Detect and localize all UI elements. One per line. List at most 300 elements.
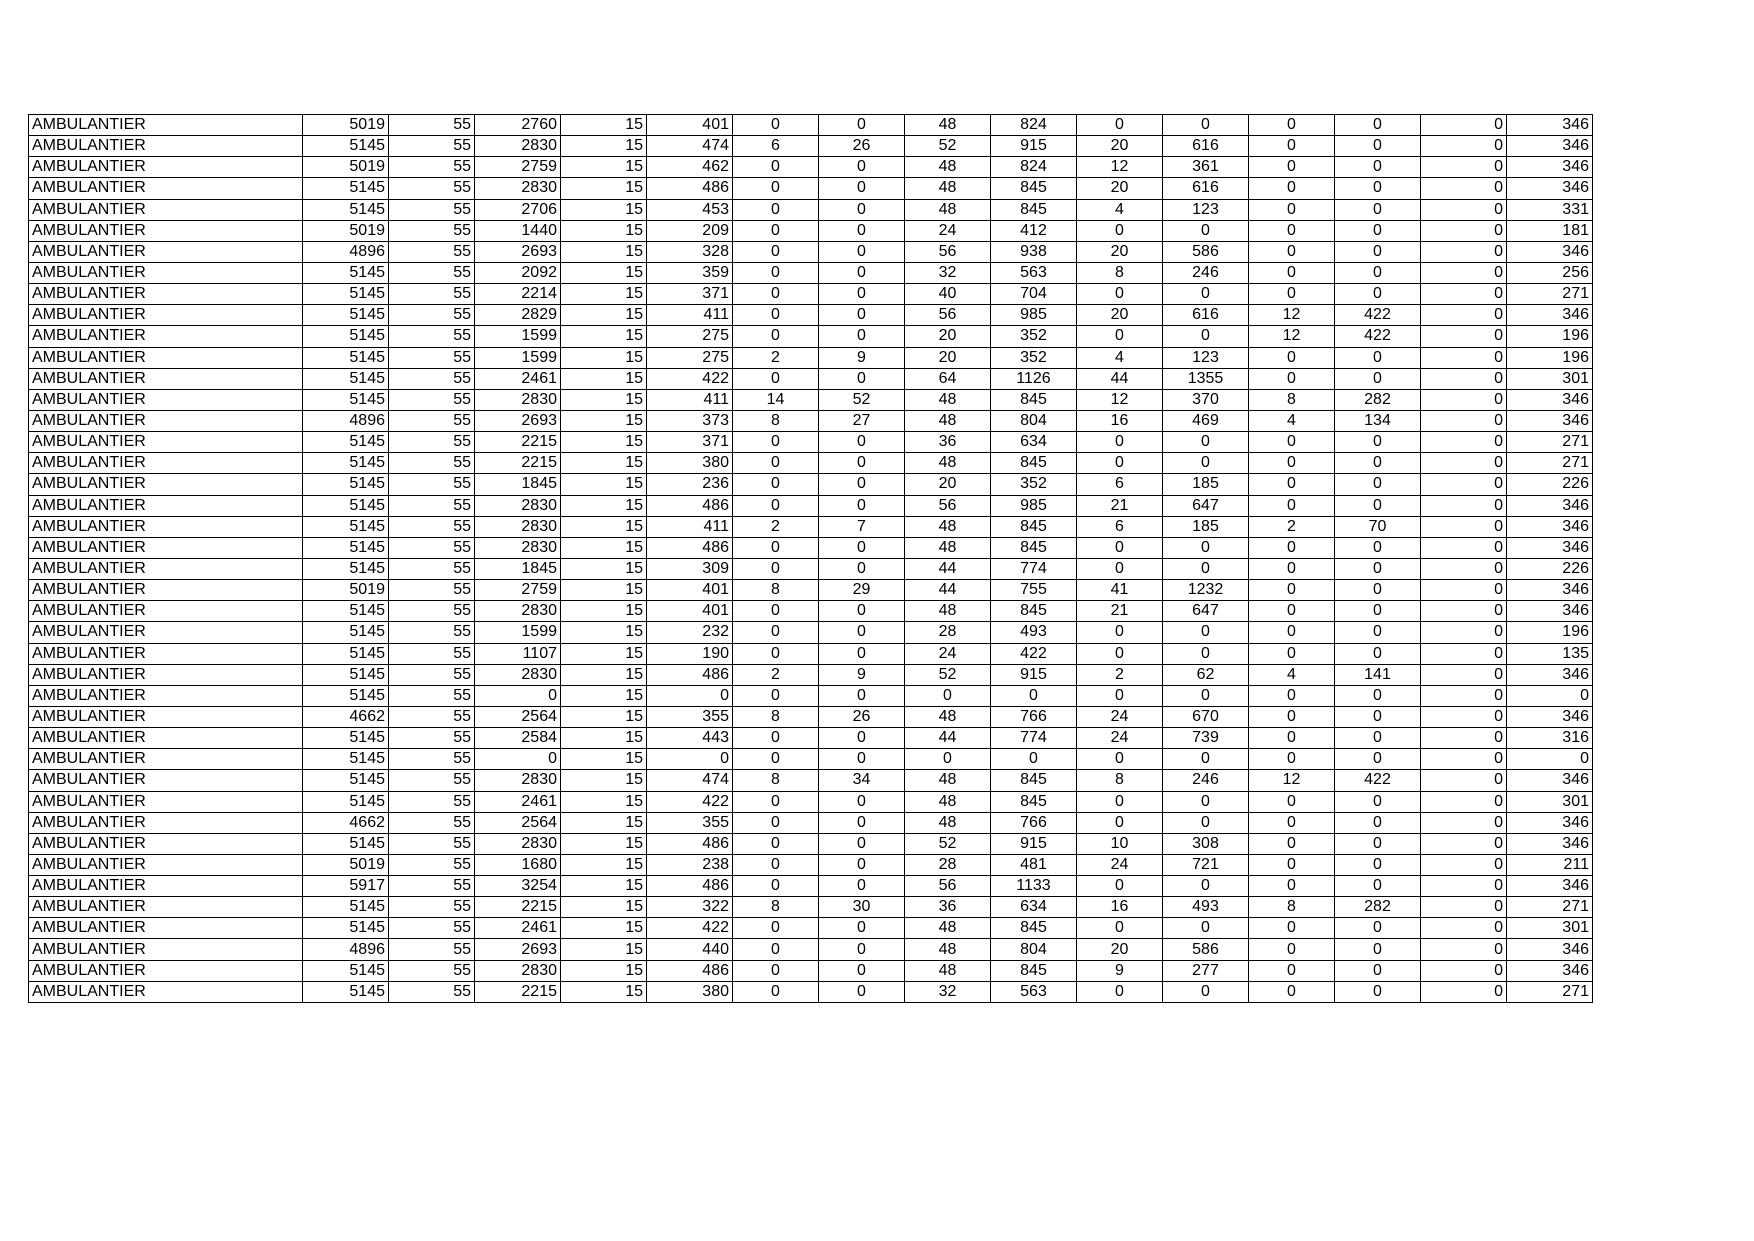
cell-value: 0 <box>819 643 905 664</box>
cell-value: 766 <box>991 812 1077 833</box>
cell-value: 28 <box>905 622 991 643</box>
cell-value: 0 <box>733 939 819 960</box>
cell-value: 15 <box>561 389 647 410</box>
cell-value: 647 <box>1163 601 1249 622</box>
cell-value: 422 <box>1335 326 1421 347</box>
cell-value: 282 <box>1335 389 1421 410</box>
cell-value: 226 <box>1507 474 1593 495</box>
table-row <box>29 537 1593 558</box>
cell-value: 0 <box>1249 643 1335 664</box>
cell-value: 44 <box>905 558 991 579</box>
cell-value: 422 <box>647 368 733 389</box>
cell-value: 55 <box>389 115 475 136</box>
cell-value: 486 <box>647 537 733 558</box>
cell-value: 845 <box>991 453 1077 474</box>
cell-value: 20 <box>1077 305 1163 326</box>
cell-value: 41 <box>1077 580 1163 601</box>
cell-value: 0 <box>1249 812 1335 833</box>
cell-value: 4896 <box>303 939 389 960</box>
cell-value: 0 <box>1335 622 1421 643</box>
cell-value: 15 <box>561 326 647 347</box>
cell-value: 55 <box>389 495 475 516</box>
cell-value: 55 <box>389 939 475 960</box>
cell-value: 20 <box>905 474 991 495</box>
cell-value: 27 <box>819 410 905 431</box>
cell-value: 5145 <box>303 601 389 622</box>
cell-value: 766 <box>991 706 1077 727</box>
table-row <box>29 580 1593 601</box>
cell-value: 486 <box>647 495 733 516</box>
cell-value: 15 <box>561 516 647 537</box>
cell-value: 15 <box>561 220 647 241</box>
cell-value: 469 <box>1163 410 1249 431</box>
table-row <box>29 981 1593 1002</box>
cell-value: 0 <box>1249 432 1335 453</box>
table-row <box>29 685 1593 706</box>
cell-label: AMBULANTIER <box>29 220 303 241</box>
cell-value: 0 <box>1335 939 1421 960</box>
cell-value: 48 <box>905 516 991 537</box>
cell-value: 0 <box>1335 178 1421 199</box>
cell-value: 0 <box>1335 157 1421 178</box>
cell-value: 48 <box>905 410 991 431</box>
cell-value: 915 <box>991 833 1077 854</box>
cell-value: 422 <box>647 791 733 812</box>
cell-value: 0 <box>1421 537 1507 558</box>
cell-value: 0 <box>1077 812 1163 833</box>
cell-label: AMBULANTIER <box>29 432 303 453</box>
cell-value: 52 <box>819 389 905 410</box>
cell-value: 0 <box>819 854 905 875</box>
cell-value: 0 <box>1335 643 1421 664</box>
cell-value: 48 <box>905 453 991 474</box>
cell-label: AMBULANTIER <box>29 728 303 749</box>
cell-value: 0 <box>1421 981 1507 1002</box>
cell-value: 0 <box>733 749 819 770</box>
cell-value: 371 <box>647 284 733 305</box>
cell-label: AMBULANTIER <box>29 199 303 220</box>
cell-value: 20 <box>1077 136 1163 157</box>
cell-value: 6 <box>1077 516 1163 537</box>
cell-value: 5019 <box>303 580 389 601</box>
cell-value: 0 <box>733 601 819 622</box>
cell-value: 55 <box>389 812 475 833</box>
cell-label: AMBULANTIER <box>29 453 303 474</box>
table-row <box>29 770 1593 791</box>
cell-value: 0 <box>1335 347 1421 368</box>
cell-value: 0 <box>1249 918 1335 939</box>
cell-value: 0 <box>1421 178 1507 199</box>
cell-value: 0 <box>733 537 819 558</box>
cell-value: 774 <box>991 558 1077 579</box>
cell-value: 36 <box>905 897 991 918</box>
cell-label: AMBULANTIER <box>29 241 303 262</box>
cell-value: 271 <box>1507 453 1593 474</box>
cell-value: 185 <box>1163 474 1249 495</box>
cell-value: 0 <box>1077 453 1163 474</box>
cell-label: AMBULANTIER <box>29 347 303 368</box>
cell-value: 0 <box>1163 918 1249 939</box>
cell-value: 275 <box>647 326 733 347</box>
cell-value: 1232 <box>1163 580 1249 601</box>
cell-label: AMBULANTIER <box>29 749 303 770</box>
cell-value: 15 <box>561 580 647 601</box>
cell-value: 0 <box>1335 115 1421 136</box>
cell-value: 48 <box>905 918 991 939</box>
cell-value: 15 <box>561 241 647 262</box>
cell-value: 0 <box>733 157 819 178</box>
cell-value: 48 <box>905 960 991 981</box>
cell-value: 2830 <box>475 389 561 410</box>
cell-value: 15 <box>561 685 647 706</box>
cell-value: 5145 <box>303 685 389 706</box>
cell-value: 2830 <box>475 516 561 537</box>
cell-label: AMBULANTIER <box>29 136 303 157</box>
cell-value: 55 <box>389 326 475 347</box>
cell-value: 5145 <box>303 537 389 558</box>
cell-value: 271 <box>1507 897 1593 918</box>
cell-value: 1599 <box>475 326 561 347</box>
table-row <box>29 876 1593 897</box>
cell-value: 15 <box>561 157 647 178</box>
cell-value: 55 <box>389 368 475 389</box>
cell-value: 804 <box>991 410 1077 431</box>
cell-value: 0 <box>1249 580 1335 601</box>
cell-value: 0 <box>819 981 905 1002</box>
cell-value: 0 <box>1421 685 1507 706</box>
cell-value: 0 <box>1335 220 1421 241</box>
cell-value: 0 <box>1249 960 1335 981</box>
cell-value: 322 <box>647 897 733 918</box>
cell-value: 0 <box>1163 558 1249 579</box>
cell-value: 2760 <box>475 115 561 136</box>
cell-value: 1133 <box>991 876 1077 897</box>
cell-value: 0 <box>819 685 905 706</box>
cell-value: 2759 <box>475 157 561 178</box>
cell-value: 5145 <box>303 918 389 939</box>
table-row <box>29 241 1593 262</box>
cell-value: 55 <box>389 918 475 939</box>
cell-value: 412 <box>991 220 1077 241</box>
cell-value: 359 <box>647 262 733 283</box>
cell-value: 55 <box>389 157 475 178</box>
cell-value: 52 <box>905 833 991 854</box>
cell-value: 0 <box>1249 115 1335 136</box>
cell-value: 55 <box>389 558 475 579</box>
cell-value: 2564 <box>475 812 561 833</box>
cell-value: 5145 <box>303 326 389 347</box>
cell-value: 48 <box>905 157 991 178</box>
cell-label: AMBULANTIER <box>29 305 303 326</box>
table-row <box>29 622 1593 643</box>
table-row <box>29 854 1593 875</box>
cell-value: 8 <box>1077 262 1163 283</box>
cell-value: 0 <box>1421 115 1507 136</box>
cell-value: 0 <box>1163 981 1249 1002</box>
cell-value: 0 <box>733 326 819 347</box>
cell-value: 0 <box>1077 432 1163 453</box>
cell-value: 4 <box>1249 410 1335 431</box>
cell-value: 15 <box>561 178 647 199</box>
cell-value: 28 <box>905 854 991 875</box>
cell-value: 586 <box>1163 241 1249 262</box>
cell-value: 0 <box>1249 157 1335 178</box>
cell-value: 5145 <box>303 643 389 664</box>
cell-value: 411 <box>647 516 733 537</box>
cell-value: 0 <box>1163 791 1249 812</box>
cell-value: 985 <box>991 495 1077 516</box>
cell-value: 0 <box>1163 537 1249 558</box>
cell-value: 5145 <box>303 178 389 199</box>
cell-value: 55 <box>389 284 475 305</box>
cell-value: 62 <box>1163 664 1249 685</box>
cell-value: 2 <box>733 664 819 685</box>
cell-label: AMBULANTIER <box>29 643 303 664</box>
cell-value: 2461 <box>475 918 561 939</box>
cell-value: 0 <box>1077 918 1163 939</box>
cell-value: 0 <box>733 115 819 136</box>
cell-value: 0 <box>733 622 819 643</box>
cell-value: 2584 <box>475 728 561 749</box>
cell-value: 0 <box>1249 728 1335 749</box>
data-table <box>28 114 1593 1003</box>
cell-value: 15 <box>561 622 647 643</box>
cell-value: 0 <box>1163 749 1249 770</box>
cell-label: AMBULANTIER <box>29 284 303 305</box>
cell-value: 915 <box>991 664 1077 685</box>
cell-value: 12 <box>1077 389 1163 410</box>
table-row <box>29 791 1593 812</box>
cell-value: 301 <box>1507 791 1593 812</box>
table-row <box>29 812 1593 833</box>
cell-value: 0 <box>991 685 1077 706</box>
cell-value: 20 <box>1077 241 1163 262</box>
cell-value: 55 <box>389 199 475 220</box>
spreadsheet-page <box>28 114 1593 1003</box>
cell-label: AMBULANTIER <box>29 770 303 791</box>
cell-value: 0 <box>475 749 561 770</box>
cell-value: 647 <box>1163 495 1249 516</box>
cell-value: 371 <box>647 432 733 453</box>
cell-value: 0 <box>1077 115 1163 136</box>
cell-value: 15 <box>561 537 647 558</box>
cell-value: 70 <box>1335 516 1421 537</box>
cell-value: 824 <box>991 115 1077 136</box>
cell-value: 845 <box>991 791 1077 812</box>
cell-value: 0 <box>819 474 905 495</box>
cell-value: 0 <box>1421 580 1507 601</box>
cell-value: 48 <box>905 791 991 812</box>
cell-value: 196 <box>1507 326 1593 347</box>
cell-value: 15 <box>561 643 647 664</box>
cell-value: 5145 <box>303 453 389 474</box>
cell-value: 12 <box>1077 157 1163 178</box>
cell-value: 401 <box>647 601 733 622</box>
cell-value: 0 <box>1335 833 1421 854</box>
cell-value: 634 <box>991 432 1077 453</box>
cell-value: 370 <box>1163 389 1249 410</box>
cell-value: 5019 <box>303 220 389 241</box>
cell-value: 0 <box>819 791 905 812</box>
cell-value: 0 <box>733 432 819 453</box>
cell-value: 5145 <box>303 284 389 305</box>
cell-value: 361 <box>1163 157 1249 178</box>
cell-value: 15 <box>561 960 647 981</box>
cell-value: 1845 <box>475 474 561 495</box>
cell-value: 5145 <box>303 516 389 537</box>
cell-value: 15 <box>561 876 647 897</box>
cell-value: 401 <box>647 580 733 601</box>
cell-value: 4 <box>1077 347 1163 368</box>
cell-value: 301 <box>1507 918 1593 939</box>
cell-value: 2461 <box>475 368 561 389</box>
cell-value: 15 <box>561 262 647 283</box>
cell-value: 55 <box>389 749 475 770</box>
cell-value: 55 <box>389 770 475 791</box>
cell-value: 36 <box>905 432 991 453</box>
cell-value: 123 <box>1163 199 1249 220</box>
cell-value: 739 <box>1163 728 1249 749</box>
cell-value: 55 <box>389 854 475 875</box>
cell-value: 0 <box>1335 199 1421 220</box>
cell-value: 141 <box>1335 664 1421 685</box>
cell-value: 486 <box>647 833 733 854</box>
cell-label: AMBULANTIER <box>29 685 303 706</box>
cell-value: 56 <box>905 876 991 897</box>
cell-value: 0 <box>1421 812 1507 833</box>
cell-value: 2830 <box>475 960 561 981</box>
cell-value: 12 <box>1249 326 1335 347</box>
cell-value: 346 <box>1507 516 1593 537</box>
cell-value: 1599 <box>475 347 561 368</box>
cell-value: 346 <box>1507 178 1593 199</box>
table-row <box>29 939 1593 960</box>
cell-value: 232 <box>647 622 733 643</box>
cell-value: 2461 <box>475 791 561 812</box>
cell-value: 0 <box>819 115 905 136</box>
cell-value: 0 <box>819 537 905 558</box>
cell-value: 2693 <box>475 410 561 431</box>
cell-value: 209 <box>647 220 733 241</box>
cell-label: AMBULANTIER <box>29 178 303 199</box>
cell-value: 422 <box>991 643 1077 664</box>
cell-label: AMBULANTIER <box>29 474 303 495</box>
cell-value: 0 <box>1335 432 1421 453</box>
cell-value: 8 <box>733 897 819 918</box>
cell-value: 0 <box>1421 854 1507 875</box>
cell-value: 401 <box>647 115 733 136</box>
cell-value: 0 <box>1077 558 1163 579</box>
cell-value: 55 <box>389 516 475 537</box>
cell-value: 0 <box>1421 157 1507 178</box>
cell-value: 1107 <box>475 643 561 664</box>
cell-value: 15 <box>561 347 647 368</box>
cell-value: 55 <box>389 136 475 157</box>
cell-value: 355 <box>647 812 733 833</box>
cell-value: 55 <box>389 537 475 558</box>
cell-value: 14 <box>733 389 819 410</box>
cell-value: 486 <box>647 178 733 199</box>
cell-value: 48 <box>905 601 991 622</box>
cell-value: 26 <box>819 706 905 727</box>
cell-value: 24 <box>1077 706 1163 727</box>
cell-value: 346 <box>1507 241 1593 262</box>
cell-value: 422 <box>1335 305 1421 326</box>
cell-value: 5145 <box>303 495 389 516</box>
cell-value: 0 <box>733 558 819 579</box>
cell-value: 0 <box>1249 791 1335 812</box>
cell-value: 5145 <box>303 791 389 812</box>
cell-value: 352 <box>991 347 1077 368</box>
cell-value: 0 <box>1335 876 1421 897</box>
cell-value: 5145 <box>303 749 389 770</box>
cell-value: 9 <box>819 664 905 685</box>
cell-value: 355 <box>647 706 733 727</box>
cell-value: 0 <box>1249 622 1335 643</box>
cell-value: 55 <box>389 347 475 368</box>
cell-value: 0 <box>647 685 733 706</box>
cell-value: 0 <box>1077 749 1163 770</box>
cell-value: 0 <box>733 791 819 812</box>
cell-value: 15 <box>561 833 647 854</box>
cell-value: 5019 <box>303 115 389 136</box>
cell-value: 0 <box>1421 432 1507 453</box>
cell-value: 2 <box>733 347 819 368</box>
cell-value: 44 <box>1077 368 1163 389</box>
table-row <box>29 749 1593 770</box>
table-row <box>29 495 1593 516</box>
cell-value: 2215 <box>475 981 561 1002</box>
cell-value: 721 <box>1163 854 1249 875</box>
cell-value: 346 <box>1507 706 1593 727</box>
cell-value: 9 <box>1077 960 1163 981</box>
cell-value: 15 <box>561 495 647 516</box>
cell-value: 0 <box>1249 262 1335 283</box>
cell-value: 238 <box>647 854 733 875</box>
cell-value: 0 <box>1421 241 1507 262</box>
cell-value: 2829 <box>475 305 561 326</box>
cell-value: 474 <box>647 136 733 157</box>
cell-value: 4662 <box>303 812 389 833</box>
cell-value: 0 <box>1335 706 1421 727</box>
cell-value: 15 <box>561 199 647 220</box>
cell-value: 0 <box>1421 284 1507 305</box>
cell-value: 0 <box>1335 368 1421 389</box>
cell-value: 256 <box>1507 262 1593 283</box>
cell-value: 331 <box>1507 199 1593 220</box>
cell-value: 0 <box>1249 199 1335 220</box>
cell-value: 0 <box>647 749 733 770</box>
cell-value: 0 <box>819 199 905 220</box>
cell-value: 56 <box>905 241 991 262</box>
cell-label: AMBULANTIER <box>29 876 303 897</box>
cell-value: 563 <box>991 262 1077 283</box>
cell-value: 0 <box>733 453 819 474</box>
cell-value: 55 <box>389 876 475 897</box>
cell-value: 0 <box>819 812 905 833</box>
cell-value: 2830 <box>475 770 561 791</box>
cell-value: 0 <box>1249 284 1335 305</box>
cell-value: 20 <box>905 347 991 368</box>
cell-value: 34 <box>819 770 905 791</box>
cell-value: 346 <box>1507 812 1593 833</box>
cell-value: 0 <box>1077 220 1163 241</box>
cell-value: 55 <box>389 432 475 453</box>
cell-value: 0 <box>1335 136 1421 157</box>
cell-value: 0 <box>1421 516 1507 537</box>
cell-label: AMBULANTIER <box>29 918 303 939</box>
cell-value: 563 <box>991 981 1077 1002</box>
